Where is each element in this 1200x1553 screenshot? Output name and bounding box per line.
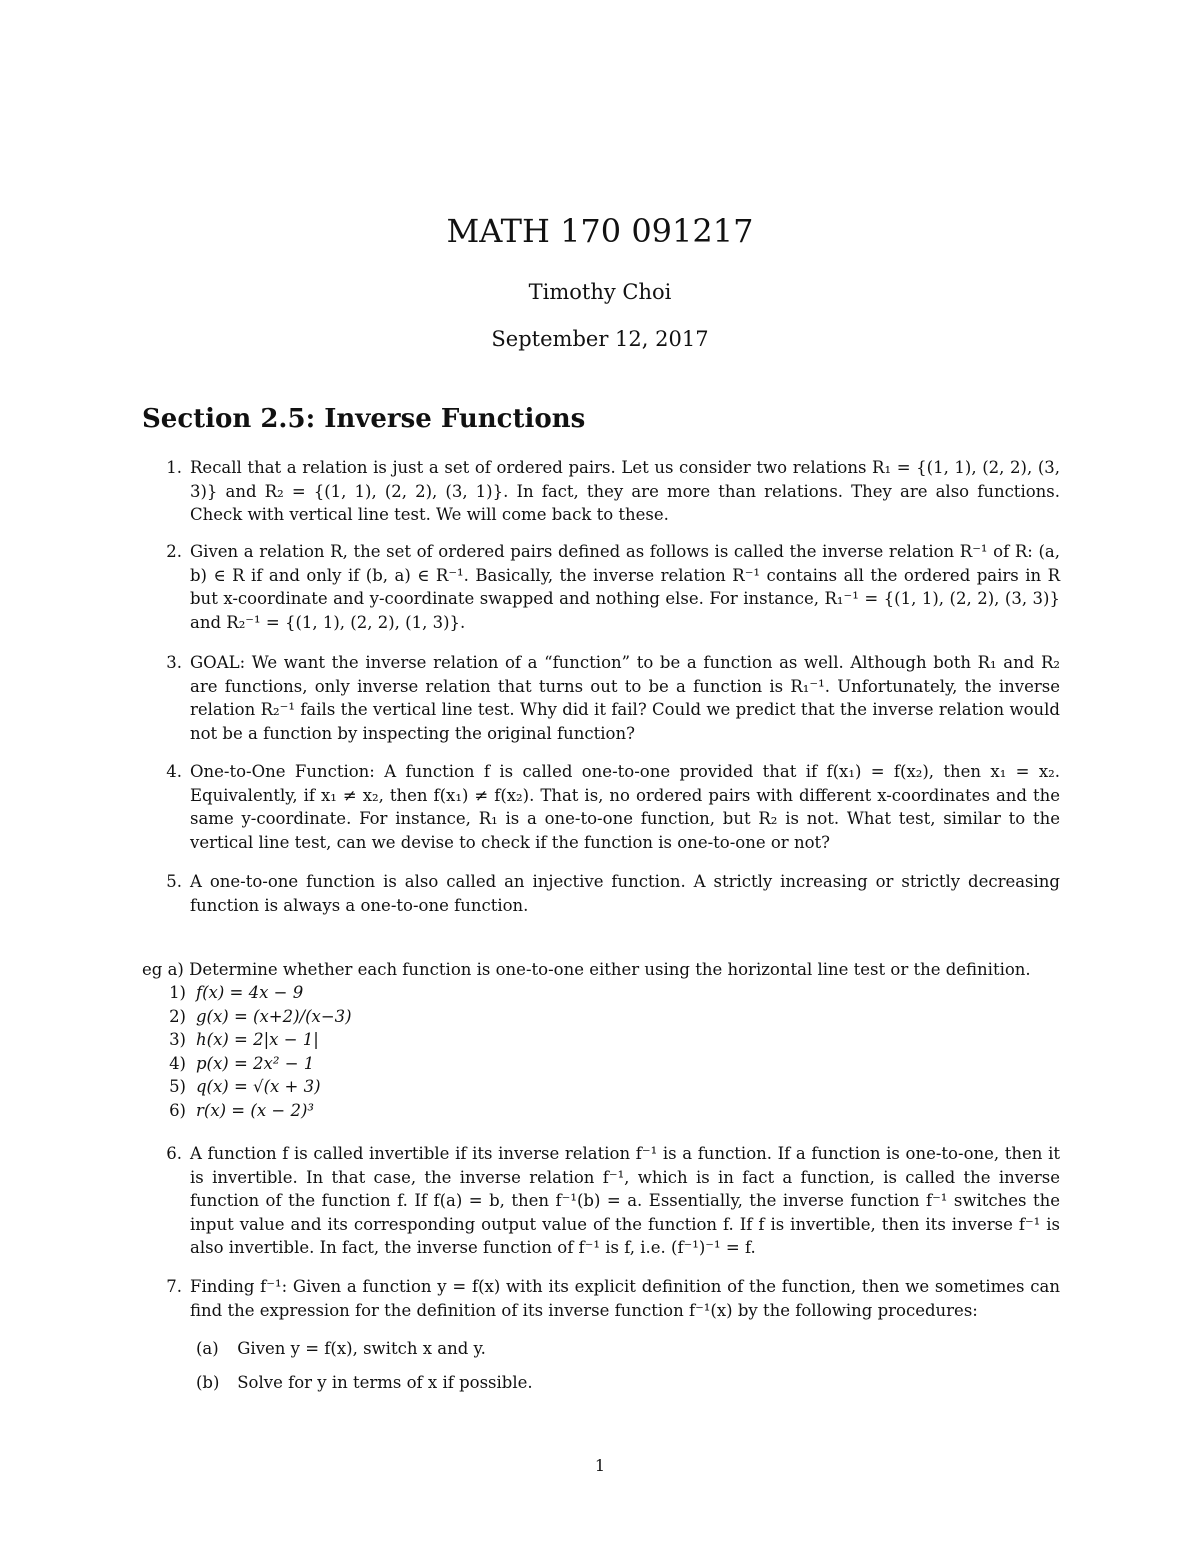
example-label: 5) (169, 1077, 186, 1096)
list-item (160, 870, 1060, 917)
item-number: 4. (166, 762, 182, 781)
example-row (142, 1075, 352, 1099)
procedure-step (196, 1371, 533, 1395)
author: Timothy Choi (528, 280, 672, 304)
item-number: 5. (166, 872, 182, 891)
example-row (142, 1052, 352, 1076)
example-expression: q(x) = √(x + 3) (196, 1077, 321, 1096)
example-expression: f(x) = 4x − 9 (196, 983, 304, 1002)
step-text: Given y = f(x), switch x and y. (237, 1339, 486, 1358)
example-expression: p(x) = 2x² − 1 (196, 1053, 315, 1073)
example-list (142, 981, 352, 1122)
item-text: Finding f⁻¹: Given a function y = f(x) with its explicit definition of the function, then we sometimes can find the expression for the definition of its inverse function f⁻¹(x) by the following procedures: (190, 1277, 1060, 1320)
example-row (142, 981, 352, 1005)
example-expression: h(x) = 2|x − 1| (196, 1030, 319, 1049)
example-expression: g(x) = (x+2)/(x−3) (196, 1006, 352, 1026)
example-label: 1) (169, 983, 186, 1002)
item-text: A function f is called invertible if its inverse relation f⁻¹ is a function. If a function is one-to-one, then it is invertible. In that case, the inverse relation f⁻¹, which is in fact a function, is called the inverse function of the function f. If f(a) = b, then f⁻¹(b) = a. Essentially, the inverse function f⁻¹ switches the input value and its corresponding output value of the function f. If f is invertible, then its inverse f⁻¹ is also invertible. In fact, the inverse function of f⁻¹ is f, i.e. (f⁻¹)⁻¹ = f. (190, 1144, 1060, 1257)
item-text: A one-to-one function is also called an injective function. A strictly increasing or strictly decreasing function is always a one-to-one function. (190, 872, 1060, 915)
item-text: GOAL: We want the inverse relation of a “function” to be a function as well. Although both R₁ and R₂ are functions, only inverse relation that turns out to be a function is R₁⁻¹. Unfortunately, the inverse relation R₂⁻¹ fails the vertical line test. Why did it fail? Could we predict that the inverse relation would not be a function by inspecting the original function? (190, 653, 1060, 743)
item-text: Given a relation R, the set of ordered pairs defined as follows is called the inverse relation R⁻¹ of R: (a, b) ∈ R if and only if (b, a) ∈ R⁻¹. Basically, the inverse relation R⁻¹ contains all the ordered pairs in R but x-coordinate and y-coordinate swapped and nothing else. For instance, R₁⁻¹ = {(1, 1), (2, 2), (3, 3)} and R₂⁻¹ = {(1, 1), (2, 2), (1, 3)}. (190, 542, 1060, 632)
item-number: 3. (166, 653, 182, 672)
list-item (160, 1142, 1060, 1260)
page-number: 1 (594, 1456, 606, 1475)
example-row (142, 1028, 352, 1052)
example-label: 2) (169, 1006, 186, 1026)
example-row (142, 1005, 352, 1029)
procedure-step (196, 1337, 486, 1361)
step-text: Solve for y in terms of x if possible. (237, 1373, 533, 1392)
list-item (160, 651, 1060, 745)
example-expression: r(x) = (x − 2)³ (196, 1100, 314, 1120)
example-label: 3) (169, 1030, 186, 1049)
item-number: 6. (166, 1144, 182, 1163)
step-label: (b) (196, 1373, 220, 1392)
date: September 12, 2017 (491, 327, 709, 351)
example-row (142, 1099, 352, 1123)
list-item (160, 760, 1060, 854)
item-number: 2. (166, 542, 182, 561)
item-number: 7. (166, 1277, 182, 1296)
list-item (160, 1275, 1060, 1322)
item-number: 1. (166, 458, 182, 477)
document-title: MATH 170 091217 (446, 212, 754, 250)
item-text: One-to-One Function: A function f is called one-to-one provided that if f(x₁) = f(x₂), then x₁ = x₂. Equivalently, if x₁ ≠ x₂, then f(x₁) ≠ f(x₂). That is, no ordered pairs with different x-coordinates and the same y-coordinate. For instance, R₁ is a one-to-one function, but R₂ is not. What test, similar to the vertical line test, can we devise to check if the function is one-to-one or not? (190, 762, 1060, 852)
item-text: Recall that a relation is just a set of ordered pairs. Let us consider two relations R₁ = {(1, 1), (2, 2), (3, 3)} and R₂ = {(1, 1), (2, 2), (3, 1)}. In fact, they are more than relations. They are also functions. Check with vertical line test. We will come back to these. (190, 458, 1060, 524)
section-heading: Section 2.5: Inverse Functions (142, 404, 586, 434)
step-label: (a) (196, 1339, 219, 1358)
example-label: 4) (169, 1053, 186, 1073)
example-heading: eg a) Determine whether each function is one-to-one either using the horizontal line test or the definition. (142, 960, 1031, 979)
example-label: 6) (169, 1100, 186, 1120)
list-item (160, 456, 1060, 527)
list-item (160, 540, 1060, 634)
